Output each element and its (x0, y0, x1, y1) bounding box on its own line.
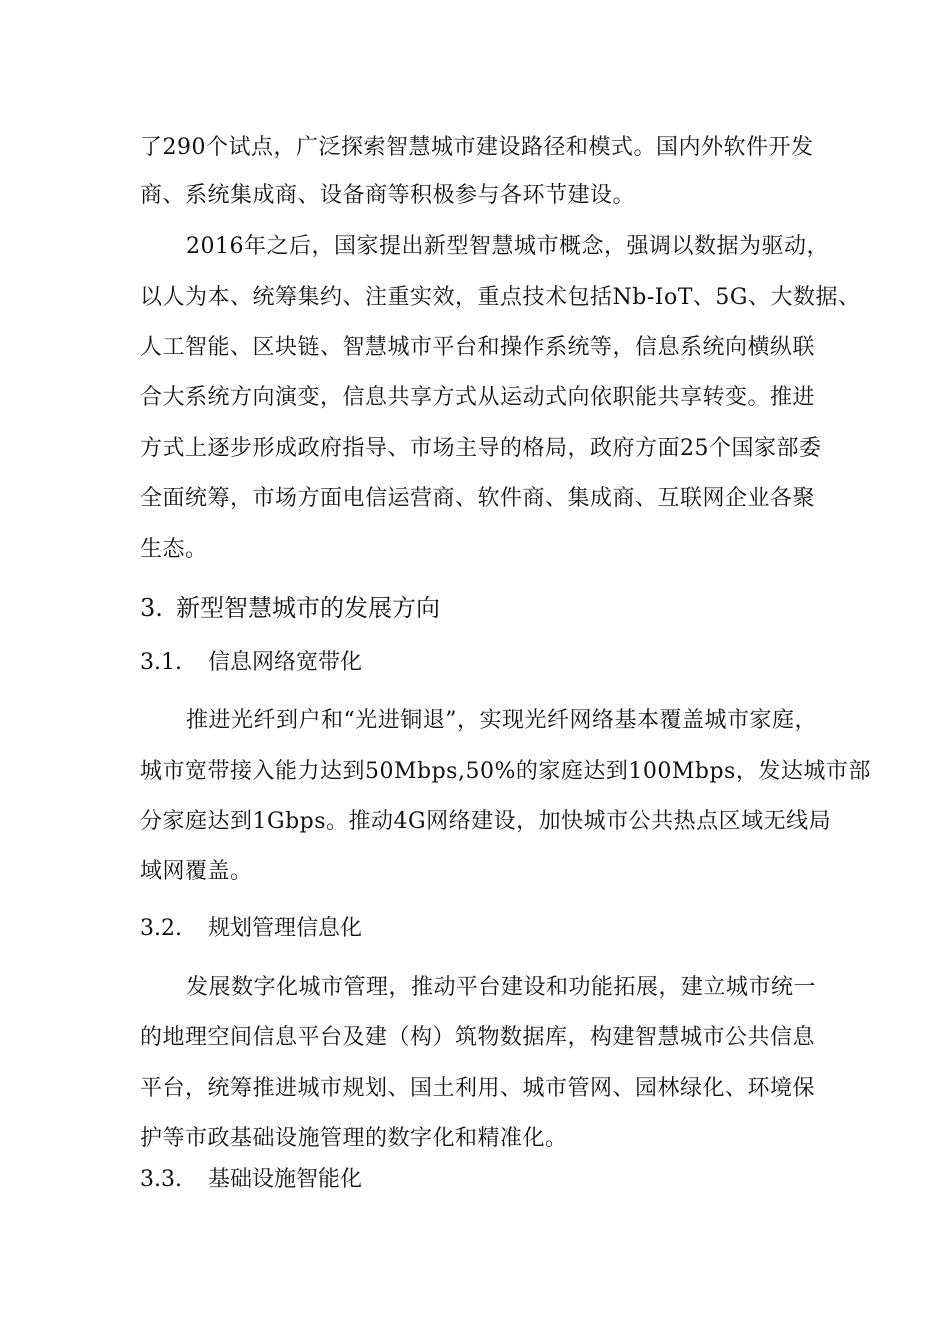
body-text-line: 以人为本、统筹集约、注重实效，重点技术包括Nb-IoT、5G、大数据、 (140, 285, 861, 310)
body-text-line: 分家庭达到1Gbps。推动4G网络建设，加快城市公共热点区域无线局 (140, 809, 832, 834)
body-text-line: 城市宽带接入能力达到50Mbps,50%的家庭达到100Mbps，发达城市部 (140, 759, 871, 784)
body-text-line: 全面统筹，市场方面电信运营商、软件商、集成商、互联网企业各聚 (140, 486, 816, 511)
body-text-line: 了290个试点，广泛探索智慧城市建设路径和模式。国内外软件开发 (140, 135, 814, 160)
subsection-number: 3.1. (140, 650, 182, 675)
body-text-line: 发展数字化城市管理，推动平台建设和功能拓展，建立城市统一 (186, 975, 817, 1000)
body-text-line: 护等市政基础设施管理的数字化和精准化。 (140, 1126, 568, 1151)
body-text-line: 平台，统筹推进城市规划、国土利用、城市管网、园林绿化、环境保 (140, 1076, 816, 1101)
body-text-line: 的地理空间信息平台及建（构）筑物数据库，构建智慧城市公共信息 (140, 1025, 816, 1050)
body-text-line: 生态。 (140, 537, 208, 562)
subsection-heading (140, 1165, 362, 1195)
body-text-line: 人工智能、区块链、智慧城市平台和操作系统等，信息系统向横纵联 (140, 335, 816, 360)
subsection-number: 3.3. (140, 1167, 182, 1192)
subsection-heading (140, 648, 362, 678)
subsection-title: 规划管理信息化 (208, 916, 363, 941)
body-text-line: 方式上逐步形成政府指导、市场主导的格局，政府方面25个国家部委 (140, 436, 822, 461)
body-text-line: 合大系统方向演变，信息共享方式从运动式向依职能共享转变。推进 (140, 385, 816, 410)
section-number: 3. (140, 594, 163, 622)
subsection-title: 信息网络宽带化 (208, 650, 363, 675)
subsection-title: 基础设施智能化 (208, 1167, 363, 1192)
body-text-line: 商、系统集成商、设备商等积极参与各环节建设。 (140, 183, 636, 208)
subsection-number: 3.2. (140, 916, 182, 941)
body-text-line: 推进光纤到户和“光进铜退”，实现光纤网络基本覆盖城市家庭， (186, 708, 817, 733)
section-heading (140, 592, 440, 624)
body-text-line: 域网覆盖。 (140, 859, 253, 884)
body-text-line: 2016年之后，国家提出新型智慧城市概念，强调以数据为驱动， (186, 234, 829, 259)
section-title: 新型智慧城市的发展方向 (176, 594, 440, 622)
subsection-heading (140, 914, 362, 944)
